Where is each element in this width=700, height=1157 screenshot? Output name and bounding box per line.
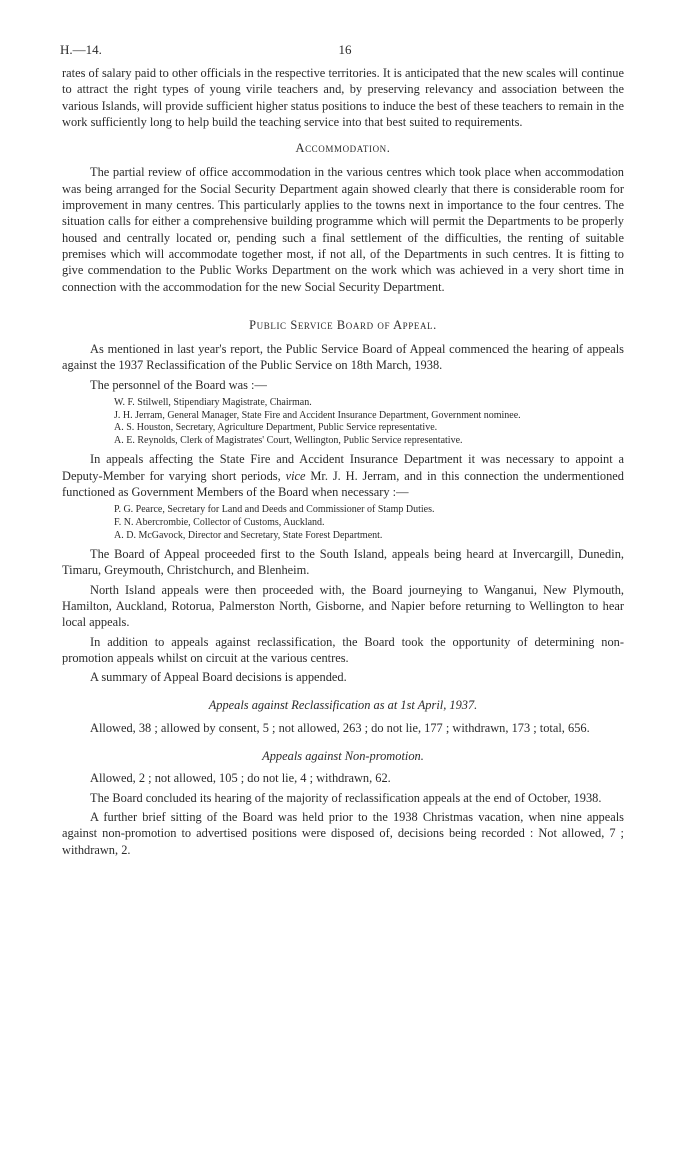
reclassification-appeals-heading: Appeals against Reclassification as at 1st April, 1937. xyxy=(208,698,478,713)
intro-paragraph: rates of salary paid to other officials in the respective territories. It is anticipated that the new scales will continue to attract the right types of young virile teachers and, by preserving relevancy and association between the various Islands, will provide sufficient higher status positions to induce the best of these teachers to remain in the work sufficiently long to help build the teaching service into that best suited to requirements. xyxy=(62,66,624,129)
non-promotion-circuit-paragraph: In addition to appeals against reclassification, the Board took the opportunity of determining non-promotion appeals whilst on circuit at the various centres. xyxy=(62,634,624,665)
board-intro-paragraph: As mentioned in last year's report, the Public Service Board of Appeal commenced the hearing of appeals against the 1937 Reclassification of the Public Service on 18th March, 1938. xyxy=(62,342,624,373)
accommodation-paragraph: The partial review of office accommodation in the various centres which took place when accommodation was being arranged for the Social Security Department again showed clearly that there is considerable room for improvement in many centres. This particularly applies to the towns next in importance to the four centres. The situation calls for either a comprehensive building programme which will permit the Departments to be properly housed and centrally located or, pending such a final settlement of the difficulties, the renting of suitable premises which will accommodate together most, if not all, of the Departments in such centres. It is fitting to give commendation to the Public Works Department on the work which was achieved in a very short time in connection with the accommodation for the new Social Security Department. xyxy=(62,165,624,294)
deputy-item: F. N. Abercrombie, Collector of Customs, Auckland. xyxy=(114,516,325,528)
vice-word: vice xyxy=(285,468,306,483)
accommodation-heading: Accommodation. xyxy=(295,141,391,156)
personnel-item: A. E. Reynolds, Clerk of Magistrates' Court, Wellington, Public Service representative. xyxy=(114,434,463,446)
deputy-item: P. G. Pearce, Secretary for Land and Deeds and Commissioner of Stamp Duties. xyxy=(114,504,435,516)
personnel-list xyxy=(62,397,624,447)
page-body xyxy=(62,65,624,858)
summary-paragraph: A summary of Appeal Board decisions is appended. xyxy=(90,670,347,685)
deputy-text-part1: In appeals affecting the State Fire and Accident Insurance Department it was necessary to appoint a Deputy-Member for varying short periods, xyxy=(62,452,624,483)
page-header xyxy=(60,42,630,62)
personnel-intro: The personnel of the Board was :— xyxy=(90,377,267,392)
personnel-item: A. S. Houston, Secretary, Agriculture Department, Public Service representative. xyxy=(114,422,438,434)
deputy-member-paragraph xyxy=(62,451,624,500)
deputy-text-part2: Mr. J. H. Jerram, and in this connection the undermentioned functioned as Government Members of the Board when necessary :— xyxy=(62,468,624,500)
page-number: 16 xyxy=(338,42,352,57)
non-promotion-appeals-results: Allowed, 2 ; not allowed, 105 ; do not lie, 4 ; withdrawn, 62. xyxy=(90,771,391,786)
south-island-paragraph: The Board of Appeal proceeded first to the South Island, appeals being heard at Invercargill, Dunedin, Timaru, Greymouth, Christchurch, and Blenheim. xyxy=(62,547,624,578)
document-reference: H.—14. xyxy=(60,42,102,57)
closing-paragraph-1: The Board concluded its hearing of the majority of reclassification appeals at the end of October, 1938. xyxy=(90,790,602,805)
closing-paragraph-2: A further brief sitting of the Board was held prior to the 1938 Christmas vacation, when nine appeals against non-promotion to advertised positions were disposed of, decisions being recorded : Not allowed, 7 ; withdrawn, 2. xyxy=(62,809,624,857)
board-of-appeal-heading: Public Service Board of Appeal. xyxy=(249,317,437,332)
north-island-paragraph: North Island appeals were then proceeded with, the Board journeying to Wanganui, New Plymouth, Hamilton, Auckland, Rotorua, Palmerston North, Gisborne, and Napier before returning to Wellington to hear local appeals. xyxy=(62,582,624,630)
non-promotion-appeals-heading: Appeals against Non-promotion. xyxy=(262,749,424,764)
personnel-item: J. H. Jerram, General Manager, State Fire and Accident Insurance Department, Government nominee. xyxy=(114,409,521,421)
deputies-list xyxy=(62,504,624,542)
reclassification-appeals-results: Allowed, 38 ; allowed by consent, 5 ; not allowed, 263 ; do not lie, 177 ; withdrawn, 173 ; total, 656. xyxy=(90,720,590,735)
deputy-item: A. D. McGavock, Director and Secretary, State Forest Department. xyxy=(114,529,383,541)
personnel-item: W. F. Stilwell, Stipendiary Magistrate, Chairman. xyxy=(114,397,312,409)
